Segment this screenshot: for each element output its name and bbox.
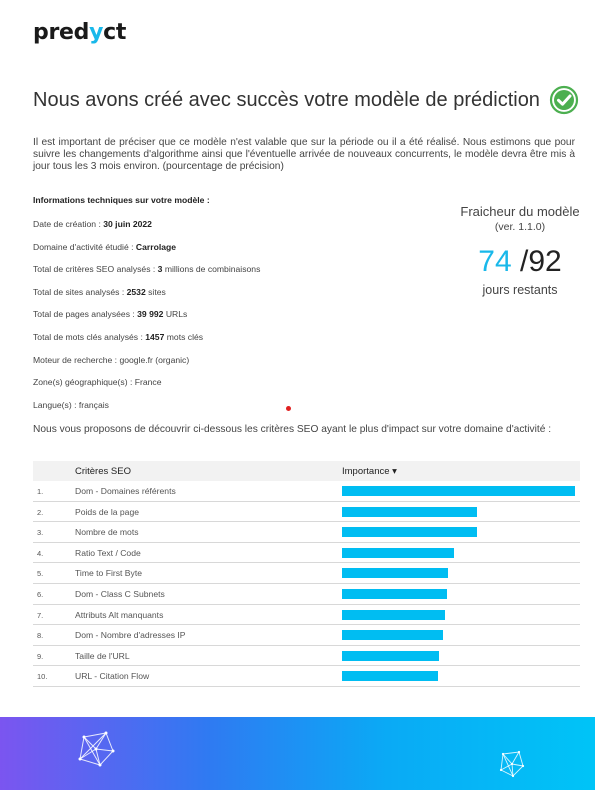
- logo-part-2: ct: [103, 20, 127, 45]
- technical-info-row: [33, 400, 393, 423]
- technical-info-label: Domaine d'activité étudié :: [33, 241, 136, 252]
- technical-info-suffix: URLs: [163, 309, 188, 320]
- importance-bar: [342, 548, 454, 558]
- table-row[interactable]: [33, 563, 580, 584]
- technical-info-row: [33, 309, 393, 332]
- importance-bar: [342, 486, 575, 496]
- importance-bar: [342, 630, 443, 640]
- criterion-name: Time to First Byte: [75, 568, 143, 579]
- row-index: 3.: [37, 528, 44, 538]
- technical-info-value: 39 992: [137, 309, 164, 320]
- network-polyhedron-small-icon: [499, 750, 525, 778]
- importance-bar: [342, 507, 477, 517]
- technical-info-label: Total de mots clés analysés :: [33, 331, 146, 342]
- model-version: (ver. 1.1.0): [494, 221, 546, 233]
- red-dot-marker: [286, 406, 291, 411]
- days-remaining-label: jours restants: [482, 283, 558, 297]
- criterion-name: Dom - Nombre d'adresses IP: [75, 630, 186, 641]
- intro-paragraph: Il est important de préciser que ce modèle n'est valable que sur la période ou il a été réalisé. Nous estimons que pour suivre les changements d'algorithme ainsi que l'éventuelle arrivée de nouveaux concurrents, le modèle devra être mis à jour tous les 3 mois environ. (pourcentage de précision): [33, 137, 575, 172]
- sort-desc-icon: ▾: [392, 466, 397, 477]
- table-row[interactable]: [33, 666, 580, 687]
- freshness-counter: [420, 245, 595, 279]
- criterion-name: URL - Citation Flow: [75, 671, 150, 682]
- importance-bar: [342, 527, 477, 537]
- technical-info-row: [33, 242, 393, 265]
- success-check-icon: [549, 85, 579, 115]
- technical-info-label: Date de création :: [33, 219, 104, 229]
- row-index: 9.: [37, 651, 44, 661]
- importance-bar: [342, 568, 448, 578]
- technical-info-value: 30 juin 2022: [103, 219, 152, 229]
- technical-info: [33, 195, 393, 422]
- technical-info-suffix: mots clés: [164, 331, 204, 342]
- criteria-intro-paragraph: Nous vous proposons de découvrir ci-dessous les critères SEO ayant le plus d'impact sur votre domaine d'activité :: [33, 424, 552, 435]
- criterion-name: Nombre de mots: [75, 527, 139, 538]
- table-row[interactable]: [33, 543, 580, 564]
- technical-info-row: [33, 377, 393, 400]
- importance-bar: [342, 589, 447, 599]
- freshness-panel: [420, 204, 595, 297]
- column-header-criteria[interactable]: Critères SEO: [75, 466, 131, 477]
- page-title: Nous avons créé avec succès votre modèle de prédiction: [33, 89, 540, 111]
- importance-bar: [342, 651, 439, 661]
- days-left: 74: [478, 245, 512, 278]
- technical-info-heading: Informations techniques sur votre modèle :: [33, 195, 210, 205]
- row-index: 4.: [37, 548, 44, 558]
- technical-info-value: 1457: [145, 331, 165, 342]
- table-row[interactable]: [33, 522, 580, 543]
- technical-info-value: 2532: [126, 286, 146, 297]
- row-index: 1.: [37, 487, 44, 496]
- technical-info-row: [33, 332, 393, 355]
- criterion-name: Attributs Alt manquants: [75, 609, 164, 620]
- technical-info-value: 3: [157, 264, 163, 275]
- technical-info-suffix: millions de combinaisons: [162, 264, 261, 275]
- footer-gradient-band: [0, 717, 595, 790]
- table-header: [33, 461, 580, 481]
- technical-info-row: [33, 355, 393, 378]
- technical-info-suffix: sites: [145, 286, 166, 297]
- importance-bar: [342, 671, 438, 681]
- row-index: 2.: [37, 507, 44, 517]
- freshness-title: Fraicheur du modèle: [460, 204, 580, 219]
- table-row[interactable]: [33, 584, 580, 605]
- criterion-name: Ratio Text / Code: [75, 547, 141, 558]
- days-total: /92: [520, 245, 562, 278]
- criterion-name: Poids de la page: [75, 506, 140, 517]
- table-row[interactable]: [33, 605, 580, 626]
- technical-info-label: Total de sites analysés :: [33, 286, 127, 297]
- row-index: 5.: [37, 569, 44, 579]
- row-index: 6.: [37, 589, 44, 599]
- technical-info-row: [33, 287, 393, 310]
- row-index: 10.: [37, 672, 48, 682]
- technical-info-label: Langue(s) : français: [33, 399, 109, 410]
- criterion-name: Dom - Class C Subnets: [75, 588, 165, 599]
- technical-info-row: [33, 264, 393, 287]
- importance-header-label: Importance: [342, 466, 390, 477]
- table-row[interactable]: [33, 646, 580, 667]
- logo-part-y: y: [89, 20, 104, 45]
- row-index: 8.: [37, 631, 44, 641]
- technical-info-label: Moteur de recherche : google.fr (organic): [33, 354, 190, 365]
- technical-info-label: Total de pages analysées :: [33, 309, 138, 320]
- network-polyhedron-icon: [76, 729, 116, 769]
- brand-logo: [33, 20, 126, 45]
- technical-info-label: Zone(s) géographique(s) : France: [33, 377, 162, 388]
- seo-criteria-table: [33, 461, 580, 687]
- table-row[interactable]: [33, 625, 580, 646]
- row-index: 7.: [37, 610, 44, 620]
- technical-info-value: Carrolage: [135, 241, 177, 252]
- criterion-name: Taille de l'URL: [75, 650, 130, 661]
- technical-info-row: [33, 219, 393, 242]
- logo-part-1: pred: [33, 20, 90, 45]
- technical-info-label: Total de critères SEO analysés :: [33, 264, 158, 275]
- importance-bar: [342, 610, 445, 620]
- criterion-name: Dom - Domaines référents: [75, 486, 176, 496]
- column-header-importance[interactable]: [342, 466, 397, 477]
- technical-info-rows: [33, 219, 393, 422]
- table-body: [33, 481, 580, 687]
- table-row[interactable]: [33, 481, 580, 502]
- table-row[interactable]: [33, 502, 580, 523]
